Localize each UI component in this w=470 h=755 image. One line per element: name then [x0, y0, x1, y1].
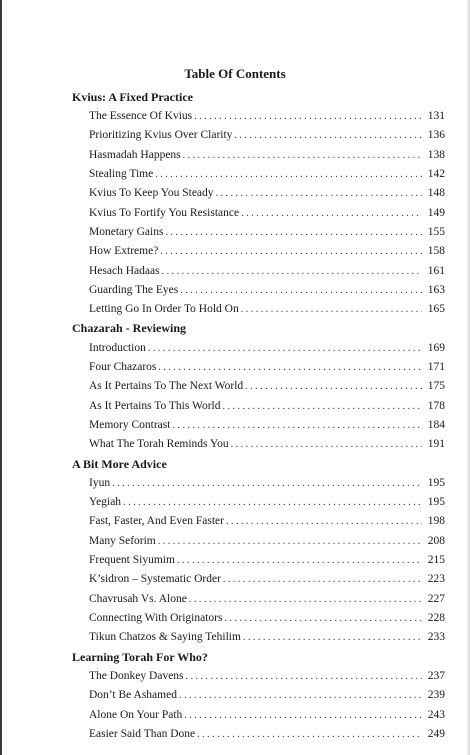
entry-page-number: 228 — [427, 612, 445, 624]
entry-label: Memory Contrast — [89, 419, 171, 431]
dot-leader — [243, 631, 422, 645]
entry-page-number: 161 — [427, 265, 445, 277]
entry-label: The Essence Of Kvius — [89, 110, 193, 122]
section-heading-learning: Learning Torah For Who? — [72, 650, 208, 664]
toc-entry[interactable] — [89, 283, 445, 297]
dot-leader — [241, 207, 422, 221]
toc-entry[interactable] — [89, 688, 445, 702]
entry-label: Iyun — [89, 477, 111, 489]
toc-entry[interactable] — [89, 206, 445, 220]
section-heading-chazarah: Chazarah - Reviewing — [72, 321, 186, 335]
toc-entry[interactable] — [89, 399, 445, 413]
dot-leader — [112, 477, 422, 491]
entry-page-number: 191 — [427, 438, 445, 450]
dot-leader — [165, 226, 422, 240]
entry-page-number: 175 — [427, 380, 445, 392]
entry-label: What The Torah Reminds You — [89, 438, 229, 450]
entry-label: As It Pertains To This World — [89, 400, 221, 412]
toc-entry[interactable] — [89, 148, 445, 162]
entry-label: Alone On Your Path — [89, 709, 183, 721]
toc-entry[interactable] — [89, 128, 445, 142]
entry-label: Yegiah — [89, 496, 122, 508]
entry-page-number: 171 — [427, 361, 445, 373]
dot-leader — [162, 265, 422, 279]
entry-page-number: 131 — [427, 110, 445, 122]
entry-label: Many Seforim — [89, 535, 156, 547]
entry-page-number: 215 — [427, 554, 445, 566]
entry-label: Tikun Chatzos & Saying Tehilim — [89, 631, 241, 643]
entry-page-number: 169 — [427, 342, 445, 354]
entry-label: Stealing Time — [89, 168, 154, 180]
entry-page-number: 233 — [427, 631, 445, 643]
dot-leader — [183, 149, 422, 163]
dot-leader — [158, 361, 422, 375]
toc-entry[interactable] — [89, 244, 445, 258]
entry-label: Connecting With Originators — [89, 612, 223, 624]
toc-entry[interactable] — [89, 360, 445, 374]
entry-page-number: 198 — [427, 515, 445, 527]
section-heading-kvius: Kvius: A Fixed Practice — [72, 90, 193, 104]
dot-leader — [123, 496, 422, 510]
dot-leader — [194, 110, 422, 124]
dot-leader — [226, 515, 422, 529]
dot-leader — [222, 400, 422, 414]
dot-leader — [224, 612, 422, 626]
toc-entry[interactable] — [89, 727, 445, 741]
entry-label: Frequent Siyumim — [89, 554, 175, 566]
entry-page-number: 148 — [427, 187, 445, 199]
entry-label: Easier Said Than Done — [89, 728, 196, 740]
entry-label: How Extreme? — [89, 245, 159, 257]
dot-leader — [234, 129, 422, 143]
dot-leader — [197, 728, 422, 742]
entry-label: Chavrusah Vs. Alone — [89, 593, 187, 605]
toc-entry[interactable] — [89, 669, 445, 683]
entry-page-number: 142 — [427, 168, 445, 180]
section-heading-advice: A Bit More Advice — [72, 457, 167, 471]
entry-label: Kvius To Keep You Steady — [89, 187, 214, 199]
toc-entry[interactable] — [89, 534, 445, 548]
entry-page-number: 155 — [427, 226, 445, 238]
toc-entry[interactable] — [89, 264, 445, 278]
dot-leader — [245, 380, 422, 394]
entry-label: The Donkey Davens — [89, 670, 184, 682]
entry-page-number: 195 — [427, 477, 445, 489]
toc-entry[interactable] — [89, 225, 445, 239]
dot-leader — [241, 303, 422, 317]
page-left-edge — [0, 0, 2, 755]
dot-leader — [184, 709, 422, 723]
entry-label: Letting Go In Order To Hold On — [89, 303, 239, 315]
toc-entry[interactable] — [89, 418, 445, 432]
dot-leader — [177, 554, 422, 568]
page-title: Table Of Contents — [184, 66, 286, 81]
dot-leader — [186, 670, 422, 684]
toc-entry[interactable] — [89, 379, 445, 393]
entry-label: Four Chazaros — [89, 361, 157, 373]
entry-page-number: 138 — [427, 149, 445, 161]
dot-leader — [158, 535, 422, 549]
dot-leader — [189, 593, 422, 607]
toc-entry[interactable] — [89, 495, 445, 509]
dot-leader — [155, 168, 422, 182]
dot-leader — [223, 573, 422, 587]
page-right-shadow — [466, 0, 470, 755]
toc-entry[interactable] — [89, 109, 445, 123]
entry-label: Fast, Faster, And Even Faster — [89, 515, 224, 527]
dot-leader — [179, 689, 422, 703]
toc-entry[interactable] — [89, 476, 445, 490]
toc-entry[interactable] — [89, 630, 445, 644]
toc-entry[interactable] — [89, 302, 445, 316]
entry-label: Hasmadah Happens — [89, 149, 181, 161]
entry-label: As It Pertains To The Next World — [89, 380, 244, 392]
entry-page-number: 184 — [427, 419, 445, 431]
entry-page-number: 163 — [427, 284, 445, 296]
toc-entry[interactable] — [89, 553, 445, 567]
entry-page-number: 249 — [427, 728, 445, 740]
entry-label: K’sidron – Systematic Order — [89, 573, 221, 585]
entry-page-number: 223 — [427, 573, 445, 585]
entry-label: Prioritizing Kvius Over Clarity — [89, 129, 233, 141]
toc-entry[interactable] — [89, 167, 445, 181]
entry-page-number: 195 — [427, 496, 445, 508]
entry-page-number: 243 — [427, 709, 445, 721]
toc-entry[interactable] — [89, 341, 445, 355]
toc-entry[interactable] — [89, 611, 445, 625]
entry-label: Introduction — [89, 342, 146, 354]
entry-page-number: 149 — [427, 207, 445, 219]
entry-page-number: 227 — [427, 593, 445, 605]
toc-entry[interactable] — [89, 708, 445, 722]
toc-entry[interactable] — [89, 437, 445, 451]
entry-page-number: 208 — [427, 535, 445, 547]
dot-leader — [231, 438, 422, 452]
toc-entry[interactable] — [89, 186, 445, 200]
entry-label: Guarding The Eyes — [89, 284, 179, 296]
entry-label: Kvius To Fortify You Resistance — [89, 207, 240, 219]
dot-leader — [148, 342, 422, 356]
dot-leader — [216, 187, 422, 201]
toc-entry[interactable] — [89, 592, 445, 606]
entry-page-number: 237 — [427, 670, 445, 682]
dot-leader — [172, 419, 422, 433]
entry-page-number: 239 — [427, 689, 445, 701]
entry-page-number: 158 — [427, 245, 445, 257]
toc-entry[interactable] — [89, 572, 445, 586]
dot-leader — [160, 245, 422, 259]
dot-leader — [180, 284, 422, 298]
entry-label: Don’t Be Ashamed — [89, 689, 177, 701]
entry-label: Monetary Gains — [89, 226, 164, 238]
entry-page-number: 165 — [427, 303, 445, 315]
toc-entry[interactable] — [89, 514, 445, 528]
entry-label: Hesach Hadaas — [89, 265, 160, 277]
entry-page-number: 178 — [427, 400, 445, 412]
entry-page-number: 136 — [427, 129, 445, 141]
